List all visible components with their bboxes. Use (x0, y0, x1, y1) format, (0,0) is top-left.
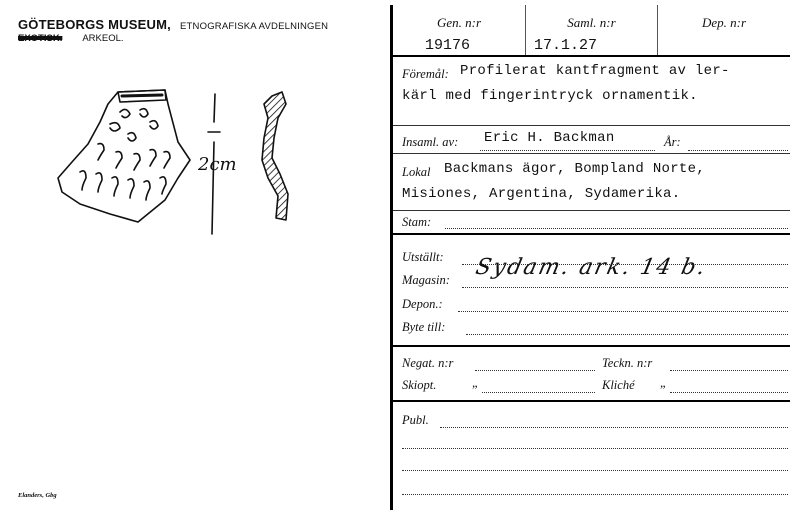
foremal-label: Föremål: (402, 67, 449, 81)
kliche-dots (670, 392, 788, 393)
department-name: ETNOGRAFISKA AVDELNINGEN (180, 21, 329, 32)
section-name: ARKEOL. (82, 33, 124, 44)
printer-imprint: Elanders, Gbg (18, 492, 57, 499)
struck-section: EXOTISK. (18, 33, 63, 44)
saml-nr-label: Saml. n:r (567, 15, 616, 30)
saml-nr-cell (526, 5, 658, 55)
publ-dots-2 (402, 448, 788, 449)
negat-label: Negat. n:r (402, 356, 454, 370)
divider (393, 400, 790, 402)
divider (393, 345, 790, 347)
teckn-label: Teckn. n:r (602, 356, 653, 370)
museum-header (18, 14, 328, 33)
kliche-label: Kliché (602, 378, 635, 392)
depon-dots (458, 311, 788, 312)
teckn-dots (670, 370, 788, 371)
gen-nr-value: 19176 (425, 37, 471, 54)
artifact-sketch (50, 82, 310, 242)
museum-name: GÖTEBORGS MUSEUM, (18, 17, 171, 32)
dep-nr-cell (658, 5, 790, 55)
publ-dots-3 (402, 470, 788, 471)
utstallt-label: Utställt: (402, 250, 444, 264)
depon-label: Depon.: (402, 297, 443, 311)
insaml-dots (480, 150, 655, 151)
ar-dots (688, 150, 788, 151)
divider (393, 153, 790, 154)
magasin-label: Magasin: (402, 273, 450, 287)
stam-label: Stam: (402, 215, 432, 229)
divider (393, 55, 790, 57)
dep-nr-label: Dep. n:r (701, 15, 747, 30)
skiopt-dots (482, 392, 595, 393)
lokal-line2: Misiones, Argentina, Sydamerika. (402, 186, 681, 202)
gen-nr-label: Gen. n:r (436, 15, 482, 30)
card-margin-line (390, 5, 393, 510)
gen-nr-cell (393, 5, 526, 55)
byte-dots (466, 334, 788, 335)
magasin-value: Sydam. ark. 14 b. (473, 255, 710, 280)
publ-dots (440, 427, 788, 428)
skiopt-label: Skiopt. (402, 378, 437, 392)
negat-dots (475, 370, 595, 371)
publ-label: Publ. (402, 413, 429, 427)
divider (393, 210, 790, 211)
saml-nr-value: 17.1.27 (534, 37, 598, 54)
divider (393, 125, 790, 126)
foremal-line1: Profilerat kantfragment av ler- (460, 63, 730, 79)
insaml-label: Insaml. av: (402, 135, 459, 149)
stam-dots (445, 228, 788, 229)
section-row (18, 33, 124, 44)
kliche-ditto: „ (660, 376, 667, 390)
lokal-label: Lokal (402, 165, 431, 179)
scale-label: 2cm (198, 154, 237, 175)
skiopt-ditto: „ (472, 376, 479, 390)
lokal-line1: Backmans ägor, Bompland Norte, (444, 161, 706, 177)
byte-label: Byte till: (402, 320, 446, 334)
magasin-dots (462, 287, 788, 288)
foremal-line2: kärl med fingerintryck ornamentik. (402, 88, 698, 104)
divider (393, 233, 790, 235)
insaml-value: Eric H. Backman (484, 130, 615, 146)
publ-dots-4 (402, 494, 788, 495)
ar-label: År: (664, 135, 681, 149)
